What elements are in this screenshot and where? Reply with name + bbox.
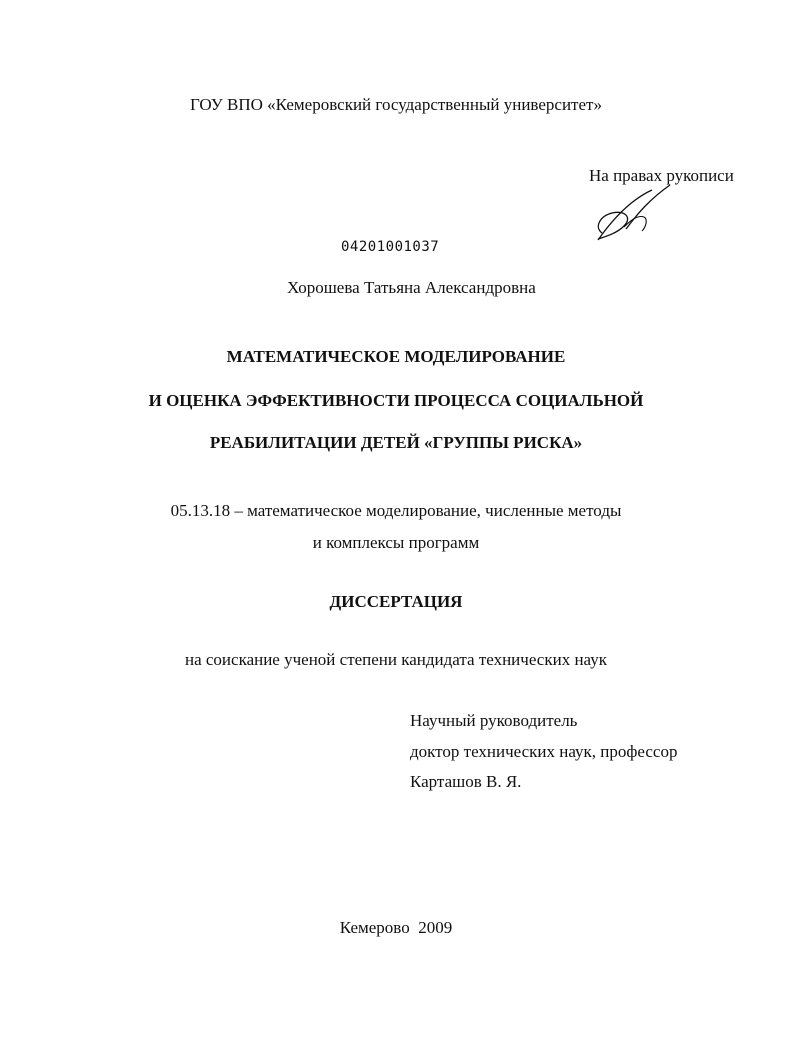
place-and-year: Кемерово 2009 (339, 918, 453, 937)
degree-statement: на соискание ученой степени кандидата технических наук (184, 650, 607, 669)
document-type: ДИССЕРТАЦИЯ (329, 592, 463, 611)
catalog-number: 04201001037 (341, 239, 440, 255)
specialty-line-1: 05.13.18 – математическое моделирование, численные методы (170, 501, 622, 520)
manuscript-rights-note: На правах рукописи (589, 166, 734, 185)
thesis-title-line-3: РЕАБИЛИТАЦИИ ДЕТЕЙ «ГРУППЫ РИСКА» (209, 433, 583, 452)
signature-icon (592, 183, 674, 245)
supervisor-name: Карташов В. Я. (410, 772, 522, 791)
thesis-title-line-2: И ОЦЕНКА ЭФФЕКТИВНОСТИ ПРОЦЕССА СОЦИАЛЬНОЙ (148, 391, 644, 410)
thesis-title-line-1: МАТЕМАТИЧЕСКОЕ МОДЕЛИРОВАНИЕ (226, 347, 566, 366)
supervisor-credentials: доктор технических наук, профессор (410, 742, 678, 761)
supervisor-role: Научный руководитель (410, 711, 578, 730)
specialty-line-2: и комплексы программ (312, 533, 480, 552)
institution-name: ГОУ ВПО «Кемеровский государственный университет» (190, 95, 602, 114)
author-name: Хорошева Татьяна Александровна (287, 278, 536, 297)
